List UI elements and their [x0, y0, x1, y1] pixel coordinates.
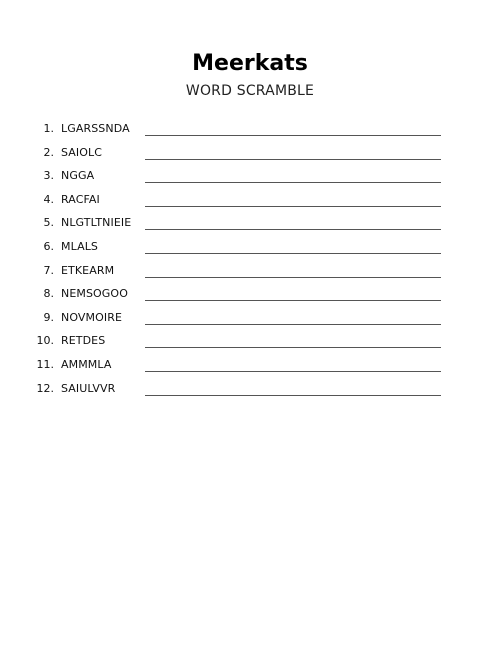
item-number: 3. [43, 169, 54, 183]
scrambled-word: RACFAI [61, 192, 100, 206]
scrambled-word: NLGTLTNIEIE [61, 216, 132, 230]
scramble-item [0, 284, 500, 308]
answer-line [145, 229, 441, 230]
scramble-item [0, 379, 500, 403]
answer-line [145, 182, 441, 183]
scramble-list [0, 119, 500, 402]
scramble-item [0, 213, 500, 237]
scramble-item [0, 166, 500, 190]
item-number: 5. [43, 216, 54, 230]
scrambled-word: MLALS [61, 239, 99, 253]
item-number: 9. [43, 310, 54, 324]
scramble-item [0, 190, 500, 214]
answer-line [145, 206, 441, 207]
scrambled-word: ETKEARM [61, 263, 115, 277]
scramble-item [0, 355, 500, 379]
scramble-item [0, 143, 500, 167]
scrambled-word: LGARSSNDA [61, 122, 130, 135]
answer-line [145, 135, 441, 136]
item-number: 7. [43, 263, 54, 277]
scramble-item [0, 308, 500, 332]
answer-line [145, 324, 441, 325]
scrambled-word: NOVMOIRE [61, 310, 123, 324]
scrambled-word: SAIULVVR [61, 381, 116, 395]
scrambled-word: AMMMLA [61, 357, 112, 371]
scramble-item [0, 261, 500, 285]
answer-line [145, 371, 441, 372]
scramble-item [0, 331, 500, 355]
item-number: 1. [43, 122, 54, 135]
item-number: 2. [43, 145, 54, 159]
answer-line [145, 395, 441, 396]
page-subtitle: WORD SCRAMBLE [185, 83, 315, 99]
item-number: 12. [36, 381, 54, 395]
answer-line [145, 253, 441, 254]
item-number: 8. [43, 287, 54, 301]
item-number: 11. [36, 357, 54, 371]
scramble-item [0, 119, 500, 143]
page-title: Meerkats [192, 51, 308, 76]
item-number: 10. [36, 334, 54, 348]
scrambled-word: RETDES [61, 334, 106, 348]
item-number: 6. [43, 239, 54, 253]
scramble-item [0, 237, 500, 261]
scrambled-word: SAIOLC [61, 145, 103, 159]
scrambled-word: NEMSOGOO [61, 287, 128, 301]
answer-line [145, 300, 441, 301]
scrambled-word: NGGA [61, 169, 95, 183]
answer-line [145, 347, 441, 348]
answer-line [145, 277, 441, 278]
answer-line [145, 159, 441, 160]
item-number: 4. [43, 192, 54, 206]
